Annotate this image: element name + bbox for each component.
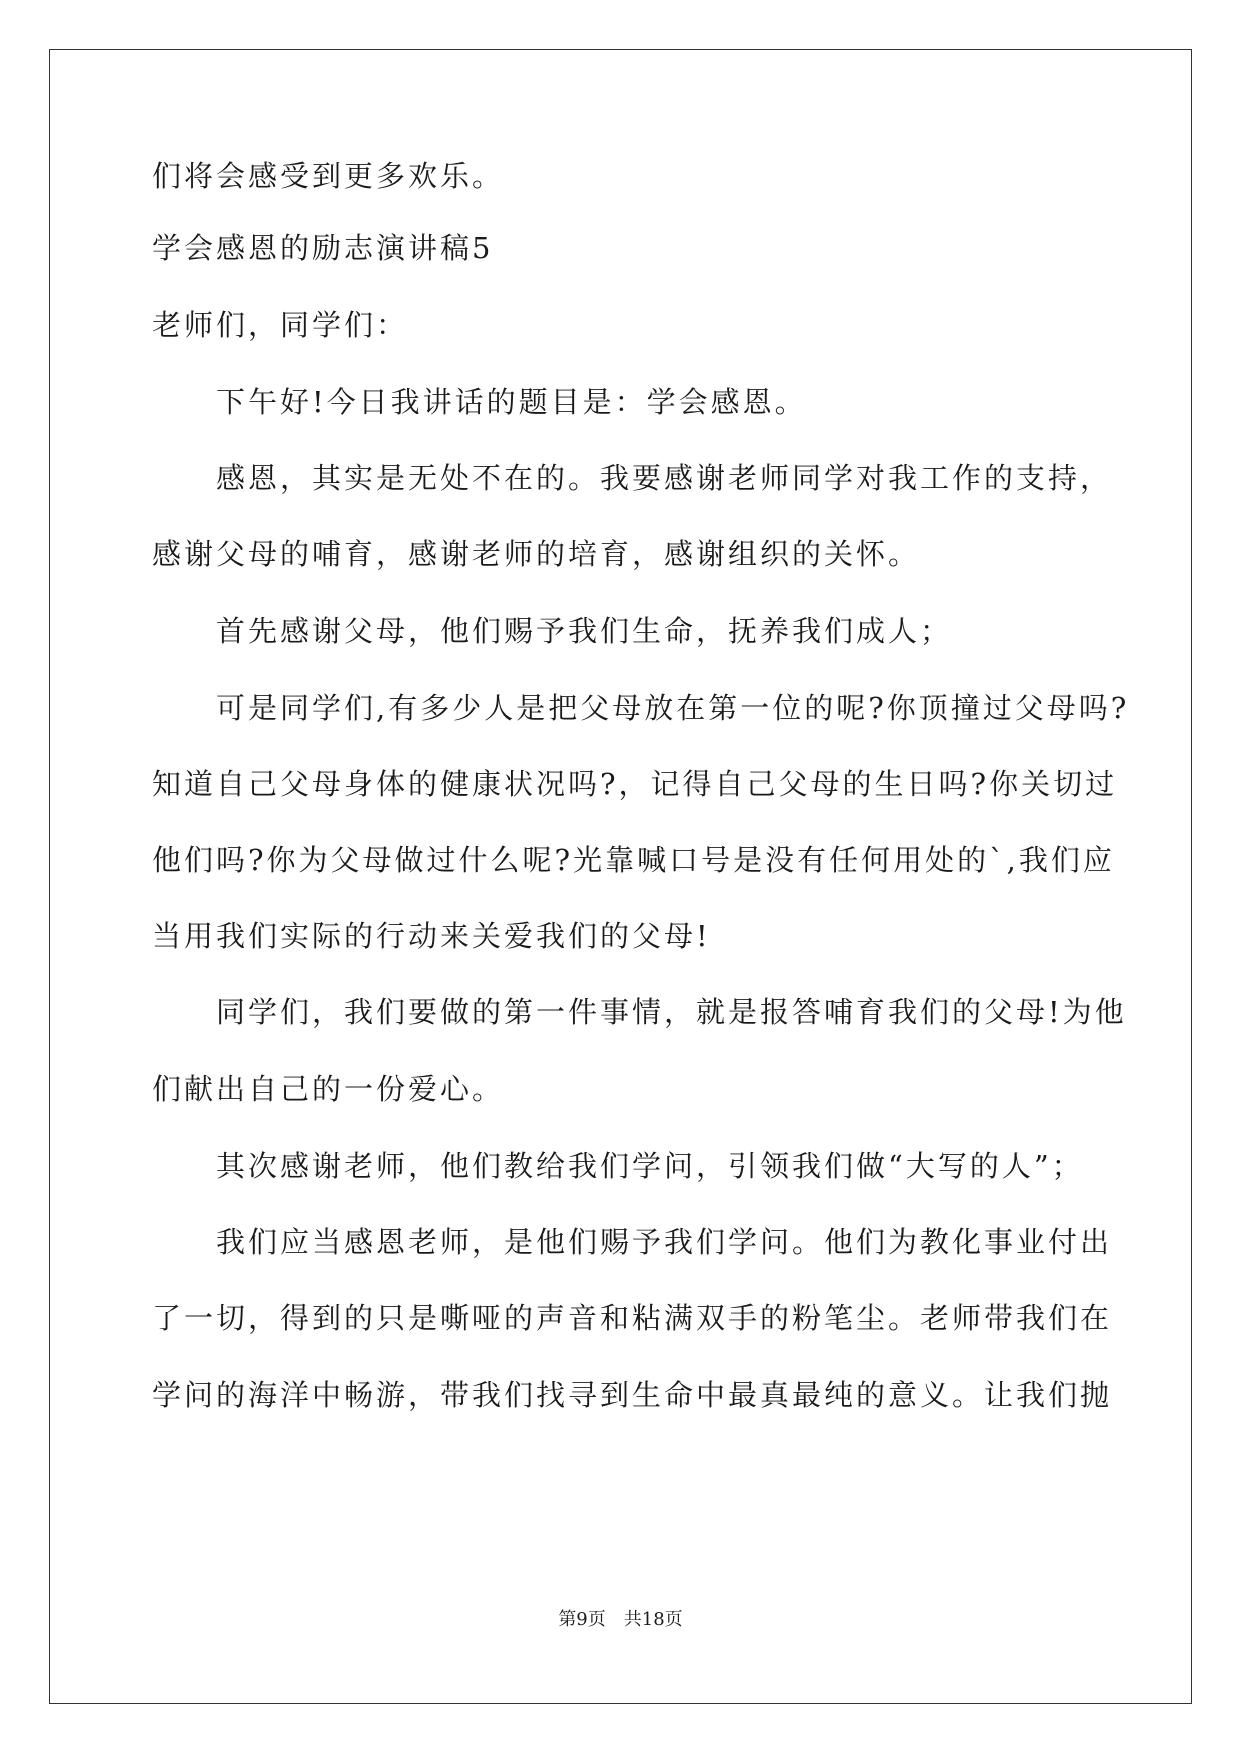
paragraph-line: 同学们，我们要做的第一件事情，就是报答哺育我们的父母!为他: [216, 995, 1127, 1029]
paragraph-line: 学问的海洋中畅游，带我们找寻到生命中最真最纯的意义。让我们抛: [152, 1378, 1113, 1412]
salutation: 老师们，同学们：: [152, 308, 409, 342]
paragraph-line: 他们吗?你为父母做过什么呢?光靠喊口号是没有任何用处的`,我们应: [152, 843, 1115, 877]
page-footer: [0, 1608, 1241, 1632]
paragraph-line: 下午好!今日我讲话的题目是：学会感恩。: [216, 385, 807, 419]
paragraph-line: 感恩，其实是无处不在的。我要感谢老师同学对我工作的支持，: [216, 461, 1113, 495]
page-number-label: 第9页 共18页: [558, 1609, 683, 1630]
paragraph-line: 感谢父母的哺育，感谢老师的培育，感谢组织的关怀。: [152, 537, 921, 571]
paragraph-line: 了一切，得到的只是嘶哑的声音和粘满双手的粉笔尘。老师带我们在: [152, 1301, 1113, 1335]
section-heading: 学会感恩的励志演讲稿5: [152, 231, 494, 265]
paragraph-line: 首先感谢父母，他们赐予我们生命，抚养我们成人；: [216, 614, 953, 648]
paragraph-line: 我们应当感恩老师，是他们赐予我们学问。他们为教化事业付出: [216, 1225, 1113, 1259]
paragraph-line: 其次感谢老师，他们教给我们学问，引领我们做“大写的人”；: [216, 1149, 1084, 1183]
paragraph-line: 知道自己父母身体的健康状况吗?，记得自己父母的生日吗?你关切过: [152, 767, 1118, 801]
paragraph-line: 们献出自己的一份爱心。: [152, 1072, 505, 1106]
paragraph-line: 当用我们实际的行动来关爱我们的父母!: [152, 919, 711, 953]
paragraph-line: 可是同学们,有多少人是把父母放在第一位的呢?你顶撞过父母吗?: [216, 691, 1130, 725]
text-line: 们将会感受到更多欢乐。: [152, 159, 505, 193]
